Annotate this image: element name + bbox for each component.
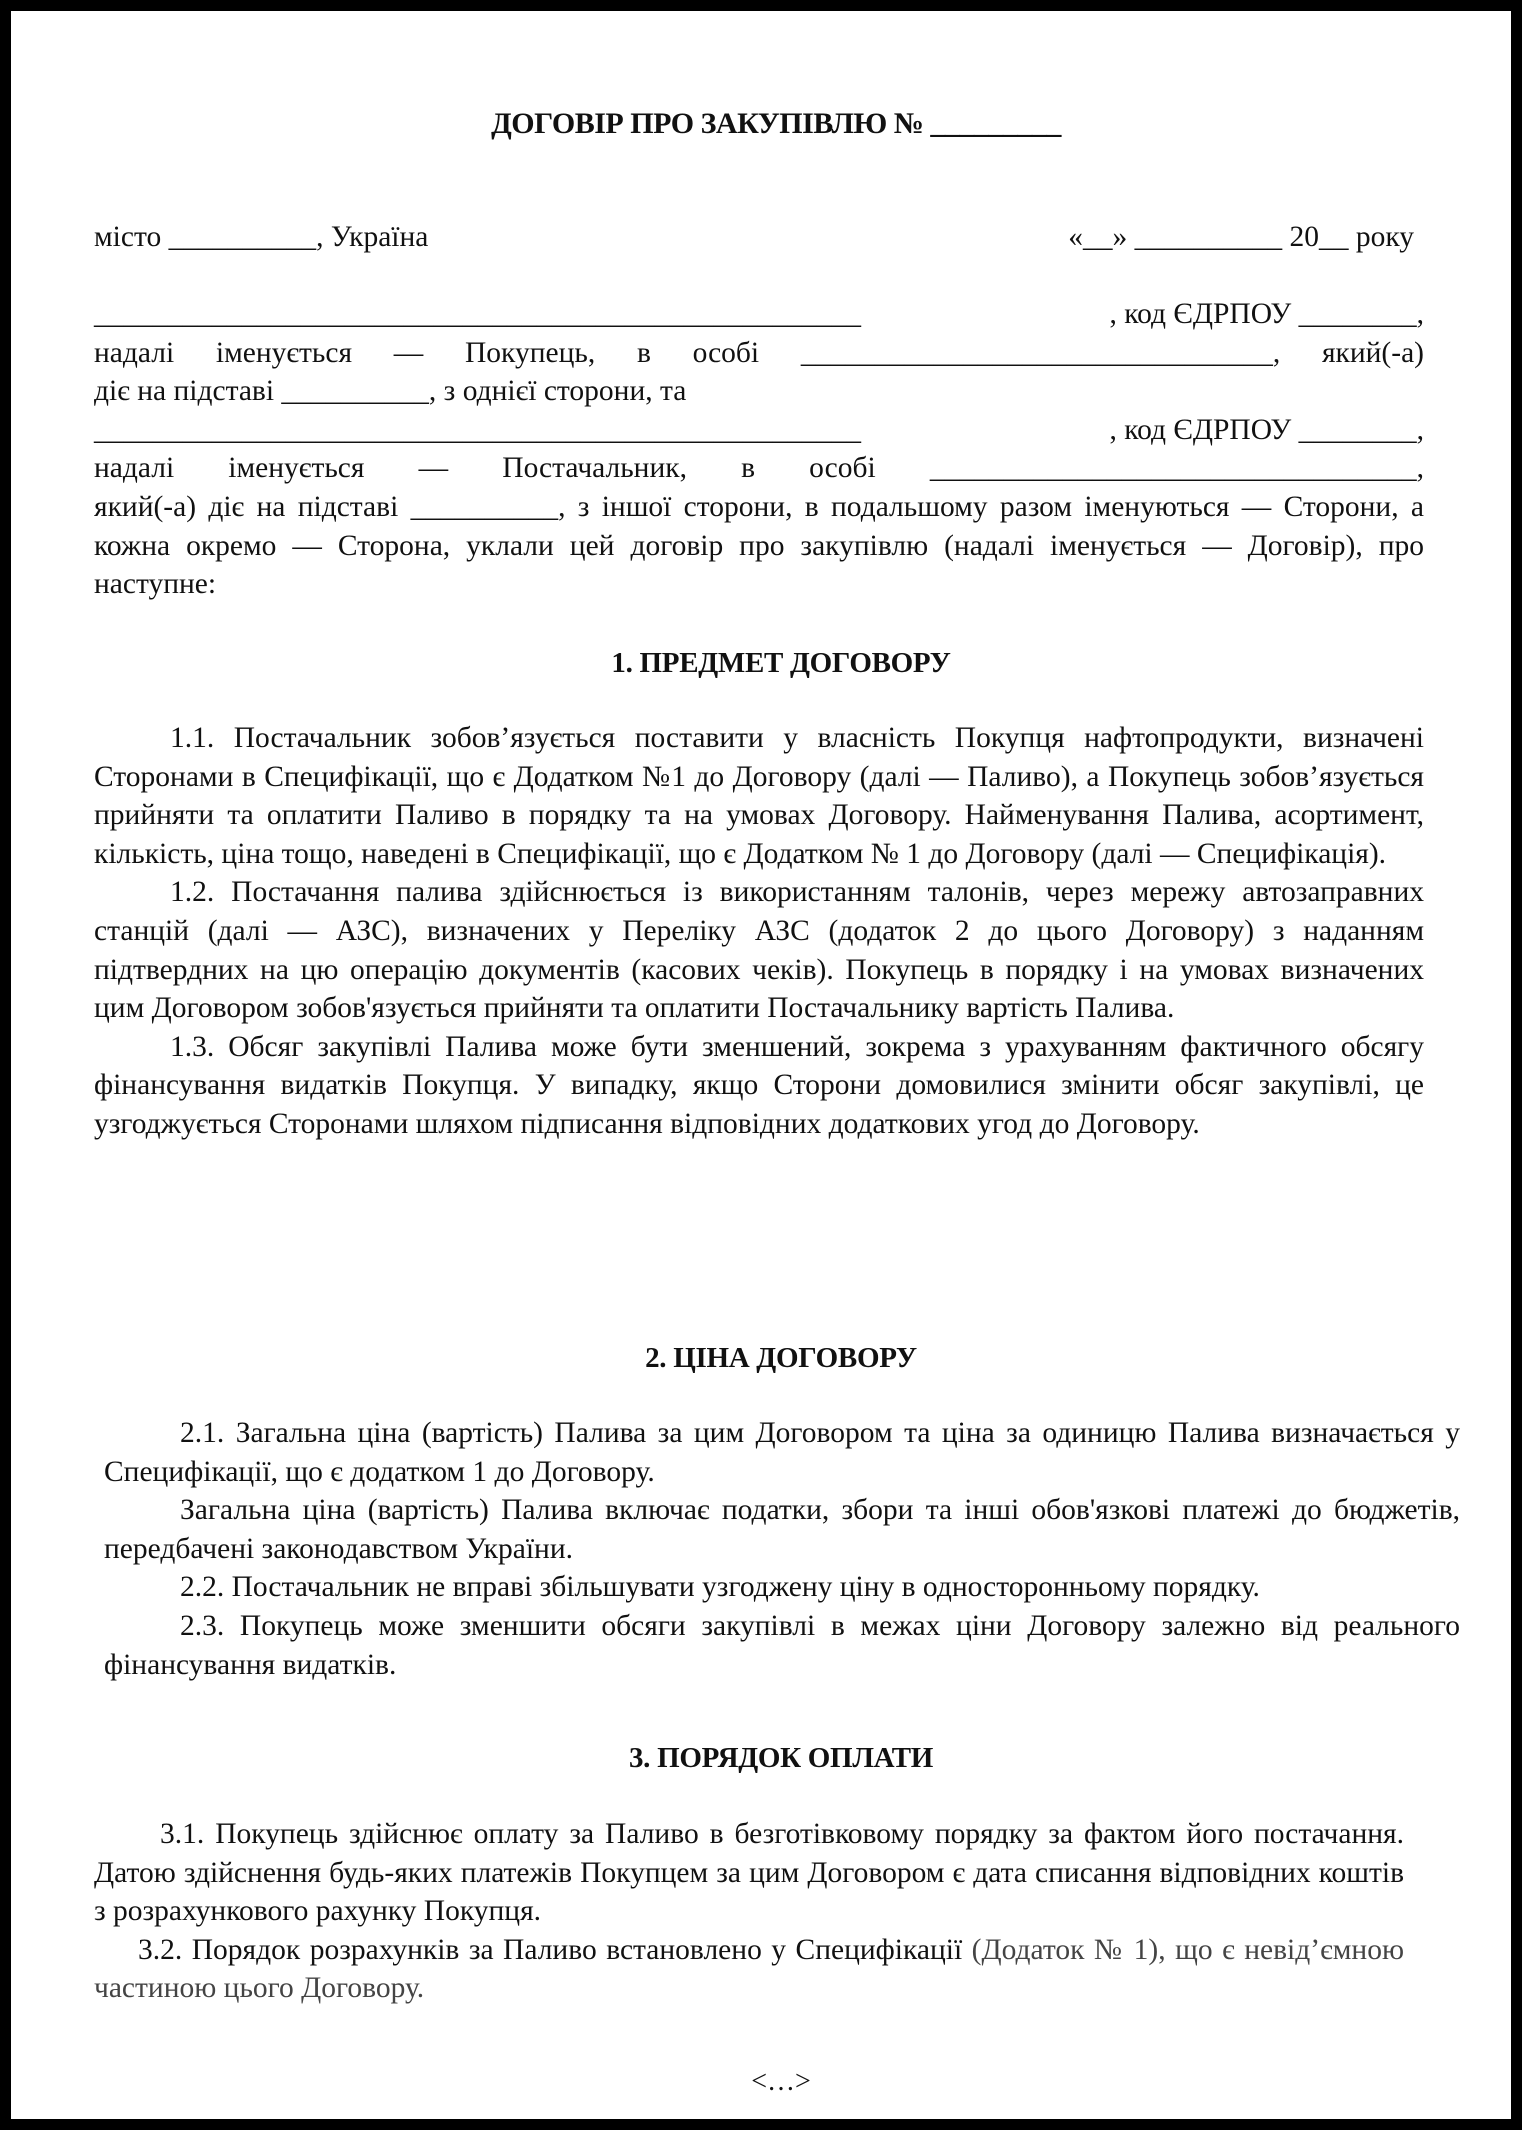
- clause-3-2-text: 3.2. Порядок розрахунків за Паливо встановлено у Специфікації: [138, 1933, 972, 1966]
- section-2-body: [104, 1414, 1460, 1684]
- supplier-name-blank: ____________________________________________________: [94, 413, 861, 446]
- supplier-representative-line: надалі іменується — Постачальник, в особі _________________________________,: [94, 452, 1424, 485]
- clause-2-1-continued: Загальна ціна (вартість) Палива включає податки, збори та інші обов'язкові платежі до бюджетів, передбачені законодавством України.: [104, 1494, 1460, 1565]
- buyer-basis-line: діє на підставі __________, з однієї сторони, та: [94, 375, 687, 408]
- clause-3-2: [94, 1931, 1404, 2008]
- section-2-heading: 2. ЦІНА ДОГОВОРУ: [645, 1342, 917, 1374]
- contract-date: «__» __________ 20__ року: [1068, 221, 1414, 253]
- supplier-edrpou: , код ЄДРПОУ ________,: [1109, 413, 1424, 446]
- contract-place: місто __________, Україна: [94, 221, 429, 253]
- document-page: [11, 11, 1511, 2119]
- clause-3-2-annex-reference: (Додаток № 1), що є невід’ємною частиною цього Договору.: [94, 1933, 1404, 2005]
- clause-1-1: 1.1. Постачальник зобов’язується поставити у власність Покупця нафтопродукти, визначені Сторонами в Специфікації, що є Додатком №1 до Договору (далі — Паливо), а Покупець зобов’язується прийняти та оплатити Паливо в порядку та на умовах Договору. Найменування Палива, асортимент, кількість, ціна тощо, наведені в Специфікації, що є Додатком № 1 до Договору (далі — Специфікація).: [94, 722, 1424, 870]
- buyer-name-blank: ____________________________________________________: [94, 298, 861, 330]
- clause-3-1: 3.1. Покупець здійснює оплату за Паливо в безготівковому порядку за фактом його постачання. Датою здійснення будь-яких платежів Покупцем за цим Договором є дата списання відповідних коштів з розрахункового рахунку Покупця.: [94, 1818, 1404, 1928]
- buyer-edrpou: , код ЄДРПОУ ________,: [1109, 298, 1424, 330]
- place-date-line: [94, 218, 1414, 257]
- section-3-heading: 3. ПОРЯДОК ОПЛАТИ: [628, 1742, 934, 1774]
- buyer-name-line: [94, 295, 1424, 334]
- section-3-body: [94, 1815, 1404, 2008]
- parties-conclusion: який(-а) діє на підставі __________, з іншої сторони, в подальшому разом іменуються — Сторони, а кожна окремо — Сторона, уклали цей договір про закупівлю (надалі іменується — Договір), про наступне:: [94, 490, 1424, 601]
- clause-2-3: 2.3. Покупець може зменшити обсяги закупівлі в межах ціни Договору залежно від реального фінансування видатків.: [104, 1609, 1460, 1681]
- supplier-name-line: [94, 411, 1424, 450]
- parties-block: [94, 295, 1424, 604]
- section-1-body: [94, 719, 1424, 1144]
- clause-2-2: 2.2. Постачальник не вправі збільшувати узгоджену ціну в односторонньому порядку.: [180, 1571, 1260, 1604]
- document-title: ДОГОВІР ПРО ЗАКУПІВЛЮ № _________: [491, 107, 1061, 140]
- section-1-heading: 1. ПРЕДМЕТ ДОГОВОРУ: [611, 647, 951, 679]
- clause-2-1: 2.1. Загальна ціна (вартість) Палива за цим Договором та ціна за одиницю Палива визначається у Специфікації, що є додатком 1 до Договору.: [104, 1417, 1460, 1488]
- clause-1-2: 1.2. Постачання палива здійснюється із використанням талонів, через мережу автозаправних станцій (далі — АЗС), визначених у Переліку АЗС (додаток 2 до цього Договору) з наданням підтвердних на цю операцію документів (касових чеків). Покупець в порядку і на умовах визначених цим Договором зобов'язується прийняти та оплатити Постачальнику вартість Палива.: [94, 876, 1424, 1025]
- buyer-representative-line: надалі іменується — Покупець, в особі ________________________________, який(-а): [94, 336, 1424, 369]
- clause-1-3: 1.3. Обсяг закупівлі Палива може бути зменшений, зокрема з урахуванням фактичного обсягу фінансування видатків Покупця. У випадку, якщо Сторони домовилися змінити обсяг закупівлі, це узгоджується Сторонами шляхом підписання відповідних додаткових угод до Договору.: [94, 1030, 1424, 1140]
- continuation-marker: <…>: [751, 2066, 811, 2097]
